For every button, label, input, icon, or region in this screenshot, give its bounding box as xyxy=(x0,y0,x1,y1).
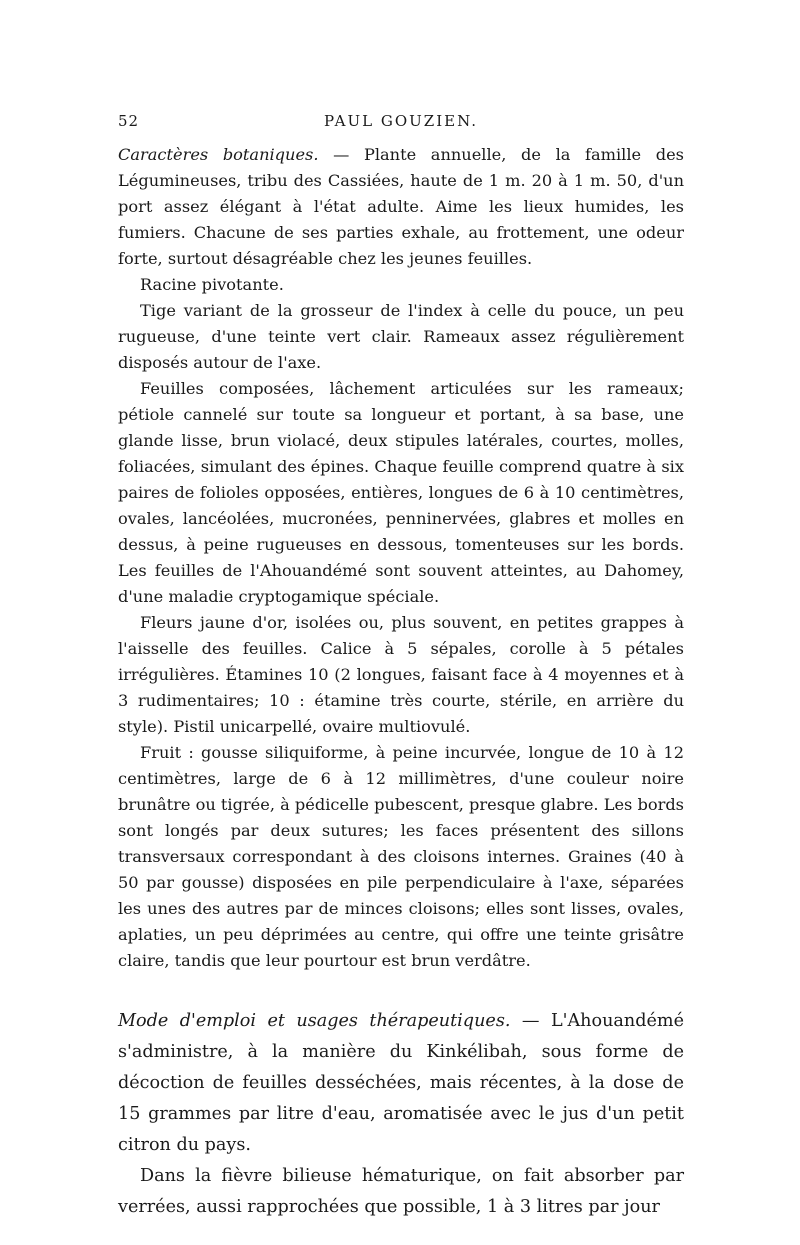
botanical-intro-paragraph xyxy=(118,142,684,272)
leaves-paragraph: Feuilles composées, lâchement articulées sur les rameaux; pétiole cannelé sur toute sa longueur et portant, à sa base, une glande lisse, brun violacé, deux stipules latérales, courtes, molles, foliacées, simulant des épines. Chaque feuille comprend quatre à six paires de folioles opposées, entières, longues de 6 à 10 centimètres, ovales, lancéolées, mucronées, penninervées, glabres et molles en dessus, à peine rugueuses en dessous, tomenteuses sur les bords. Les feuilles de l'Ahouandémé sont souvent atteintes, au Dahomey, d'une maladie cryptogamique spéciale. xyxy=(118,379,684,606)
stem-paragraph: Tige variant de la grosseur de l'index à celle du pouce, un peu rugueuse, d'une teinte vert clair. Rameaux assez régulièrement disposés autour de l'axe. xyxy=(118,301,684,372)
page-header xyxy=(118,112,684,136)
page-number: 52 xyxy=(118,112,140,130)
fruit-paragraph: Fruit : gousse siliquiforme, à peine incurvée, longue de 10 à 12 centimètres, large de 6 à 12 millimètres, d'une couleur noire brunâtre ou tigrée, à pédicelle pubescent, presque glabre. Les bords sont longés par deux sutures; les faces présentent des sillons transversaux correspondant à des cloisons internes. Graines (40 à 50 par gousse) disposées en pile perpendiculaire à l'axe, séparées les unes des autres par de minces cloisons; elles sont lisses, ovales, aplaties, un peu déprimées au centre, qui offre une teinte grisâtre claire, tandis que leur pourtour est brun verdâtre. xyxy=(118,743,684,970)
botanical-intro-text: Plante annuelle, de la famille des Légumineuses, tribu des Cassiées, haute de 1 m. 20 à 1 m. 50, d'un port assez élégant à l'état adulte. Aime les lieux humides, les fumiers. Chacune de ses parties exhale, au frottement, une odeur forte, surtout désagréable chez les jeunes feuilles. xyxy=(118,145,684,268)
usage-section xyxy=(118,1006,684,1223)
botanical-characters-section xyxy=(118,142,684,974)
flowers-paragraph: Fleurs jaune d'or, isolées ou, plus souvent, en petites grappes à l'aisselle des feuilles. Calice à 5 sépales, corolle à 5 pétales irrégulières. Étamines 10 (2 longues, faisant face à 4 moyennes et à 3 rudimentaires; 10 : étamine très courte, stérile, en arrière du style). Pistil unicarpellé, ovaire multiovulé. xyxy=(118,613,684,736)
usage-intro-text: L'Ahouandémé s'administre, à la manière du Kinkélibah, sous forme de décoction de feuilles desséchées, mais récentes, à la dose de 15 grammes par litre d'eau, aromatisée avec le jus d'un petit citron du pays. xyxy=(118,1011,685,1155)
botanical-heading: Caractères botaniques. xyxy=(118,145,319,164)
usage-dash: — xyxy=(521,1011,540,1031)
root-paragraph: Racine pivotante. xyxy=(140,275,284,294)
book-page xyxy=(118,112,684,1223)
botanical-dash: — xyxy=(333,145,350,164)
usage-heading: Mode d'emploi et usages thérapeutiques. xyxy=(118,1011,511,1031)
usage-intro-paragraph xyxy=(118,1006,684,1161)
running-head: PAUL GOUZIEN. xyxy=(323,112,479,130)
fever-paragraph: Dans la fièvre bilieuse hématurique, on fait absorber par verrées, aussi rapprochées que possible, 1 à 3 litres par jour xyxy=(118,1166,684,1217)
